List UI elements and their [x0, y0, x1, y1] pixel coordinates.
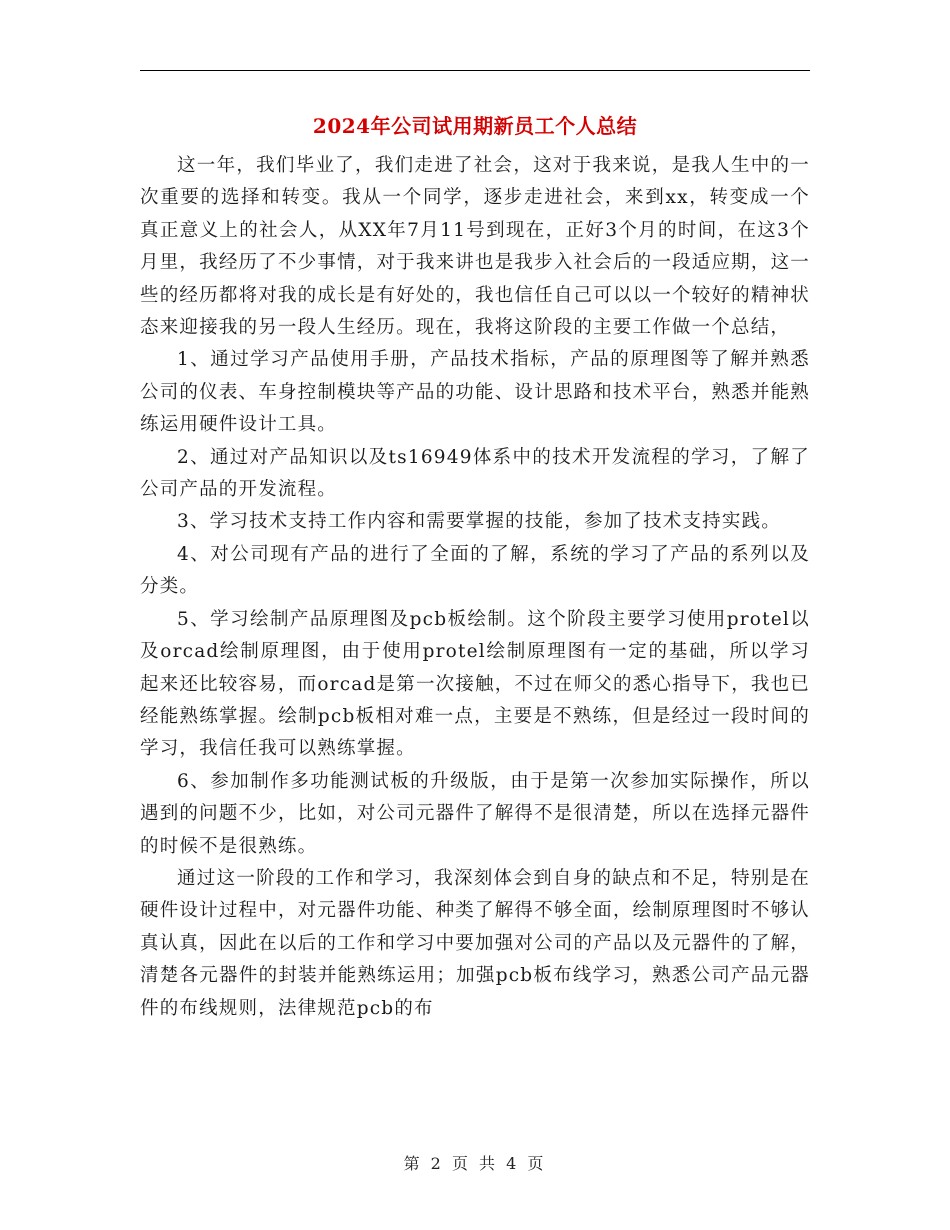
- paragraph-item-5: 5、学习绘制产品原理图及pcb板绘制。这个阶段主要学习使用protel以及orcad绘制原理图，由于使用protel绘制原理图有一定的基础，所以学习起来还比较容易，而orcad是第一次接触，不过在师父的悉心指导下，我也已经能熟练掌握。绘制pcb板相对难一点，主要是不熟练，但是经过一段时间的学习，我信任我可以熟练掌握。: [140, 608, 810, 760]
- paragraph-item-3: 3、学习技术支持工作内容和需要掌握的技能，参加了技术支持实践。: [177, 511, 781, 533]
- paragraph-item-4: 4、对公司现有产品的进行了全面的了解，系统的学习了产品的系列以及分类。: [140, 543, 810, 598]
- paragraph-conclusion: 通过这一阶段的工作和学习，我深刻体会到自身的缺点和不足，特别是在硬件设计过程中，对元器件功能、种类了解得不够全面，绘制原理图时不够认真认真，因此在以后的工作和学习中要加强对公司的产品以及元器件的了解，清楚各元器件的封装并能熟练运用；加强pcb板布线学习，熟悉公司产品元器件的布线规则，法律规范pcb的布: [140, 867, 810, 1019]
- paragraph-item-6: 6、参加制作多功能测试板的升级版，由于是第一次参加实际操作，所以遇到的问题不少，比如，对公司元器件了解得不是很清楚，所以在选择元器件的时候不是很熟练。: [140, 770, 810, 857]
- paragraph-intro: 这一年，我们毕业了，我们走进了社会，这对于我来说，是我人生中的一次重要的选择和转变。我从一个同学，逐步走进社会，来到xx，转变成一个真正意义上的社会人，从XX年7月11号到现在，正好3个月的时间，在这3个月里，我经历了不少事情，对于我来讲也是我步入社会后的一段适应期，这一些的经历都将对我的成长是有好处的，我也信任自己可以以一个较好的精神状态来迎接我的另一段人生经历。现在，我将这阶段的主要工作做一个总结，: [140, 155, 810, 339]
- page-number-footer: 第 2 页 共 4 页: [403, 1154, 547, 1173]
- paragraph-item-1: 1、通过学习产品使用手册，产品技术指标，产品的原理图等了解并熟悉公司的仪表、车身控制模块等产品的功能、设计思路和技术平台，熟悉并能熟练运用硬件设计工具。: [140, 349, 810, 436]
- header-rule: [140, 70, 810, 71]
- document-title: 2024年公司试用期新员工个人总结: [312, 114, 638, 138]
- paragraph-item-2: 2、通过对产品知识以及ts16949体系中的技术开发流程的学习，了解了公司产品的开发流程。: [140, 446, 810, 501]
- document-body: [140, 150, 810, 1025]
